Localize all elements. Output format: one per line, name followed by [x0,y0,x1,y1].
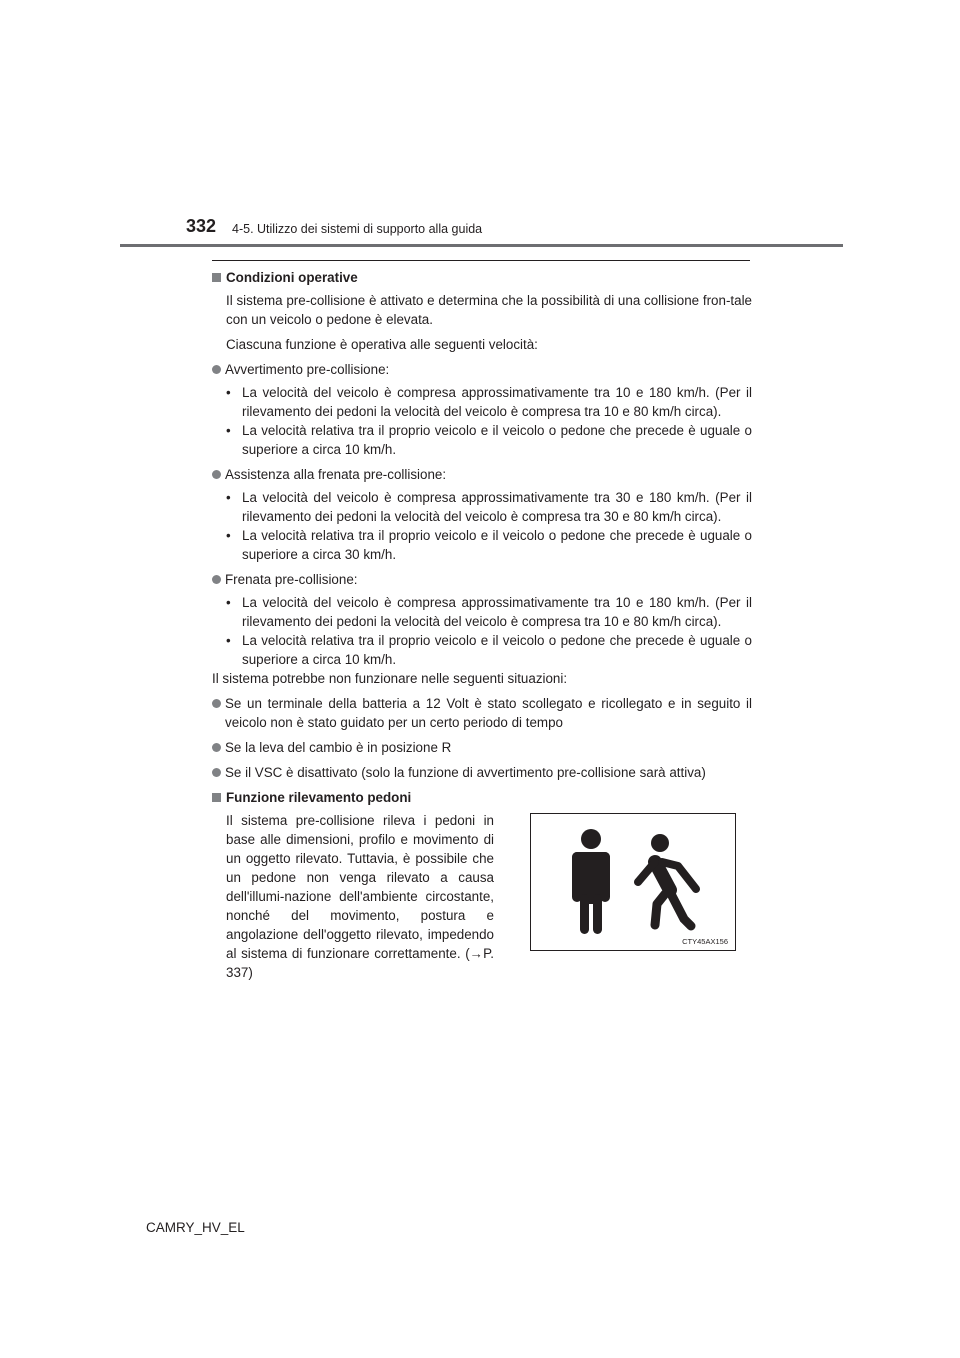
situation-text: Se la leva del cambio è in posizione R [225,740,452,755]
square-bullet-icon [212,273,221,282]
section-title: 4-5. Utilizzo dei sistemi di supporto alla guida [232,222,483,236]
bullet-text: La velocità del veicolo è compresa approssimativamente tra 30 e 180 km/h. (Per il rilevamento dei pedoni la velocità del veicolo è compresa tra 30 e 80 km/h circa). [242,490,752,524]
operating-heading [212,268,752,287]
sub-rule [212,260,750,261]
bullet-text: La velocità del veicolo è compresa approssimativamente tra 10 e 180 km/h. (Per il rilevamento dei pedoni la velocità del veicolo è compresa tra 10 e 80 km/h circa). [242,595,752,629]
function-bullets [226,383,752,459]
operating-body [212,291,752,354]
bullet-item [226,526,752,564]
situation-text: Se il VSC è disattivato (solo la funzione di avvertimento pre-collisione sarà attiva) [225,765,706,780]
square-bullet-icon [212,793,221,802]
circle-bullet-icon [212,743,221,752]
bullet-text: La velocità del veicolo è compresa approssimativamente tra 10 e 180 km/h. (Per il rilevamento dei pedoni la velocità del veicolo è compresa tra 10 e 80 km/h circa). [242,385,752,419]
bullet-item [226,421,752,459]
circle-bullet-icon [212,575,221,584]
pedestrian-illustration [531,814,735,950]
page-number: 332 [186,216,217,236]
dot-icon: • [226,595,231,610]
function-item [212,570,752,589]
dot-icon: • [226,490,231,505]
situation-item [212,738,752,757]
bullet-text: La velocità relativa tra il proprio veicolo e il veicolo o pedone che precede è uguale o superiore a circa 30 km/h. [242,528,752,562]
bullet-text: La velocità relativa tra il proprio veicolo e il veicolo o pedone che precede è uguale o superiore a circa 10 km/h. [242,423,752,457]
bullet-item [226,383,752,421]
function-item [212,360,752,379]
main-content [212,266,752,982]
speeds-intro: Ciascuna funzione è operativa alle seguenti velocità: [226,337,538,352]
function-bullets [226,488,752,564]
dot-icon: • [226,633,231,648]
function-name: Frenata pre-collisione: [225,572,358,587]
circle-bullet-icon [212,365,221,374]
dot-icon: • [226,423,231,438]
circle-bullet-icon [212,470,221,479]
pedestrian-figure [530,813,736,951]
pedestrian-heading [212,788,752,807]
operating-title: Condizioni operative [226,270,358,285]
pedestrian-title: Funzione rilevamento pedoni [226,790,412,805]
figure-code: CTY45AX156 [682,937,728,946]
walking-person-icon [638,834,696,926]
dot-icon: • [226,385,231,400]
bullet-item [226,593,752,631]
situation-text: Se un terminale della batteria a 12 Volt è stato scollegato e ricollegato e in seguito il veicolo non è stato guidato per un certo periodo di tempo [225,696,752,730]
dot-icon: • [226,528,231,543]
footer-model: CAMRY_HV_EL [146,1220,245,1235]
circle-bullet-icon [212,699,221,708]
situation-item [212,694,752,732]
bullet-item [226,631,752,669]
function-name: Avvertimento pre-collisione: [225,362,390,377]
operating-intro: Il sistema pre-collisione è attivato e determina che la possibilità di una collisione fron-tale con un veicolo o pedone è elevata. [226,293,752,327]
situation-item [212,763,752,782]
function-item [212,465,752,484]
not-working-intro: Il sistema potrebbe non funzionare nelle seguenti situazioni: [212,671,568,686]
standing-person-icon [572,829,610,934]
header-rule [120,244,843,247]
bullet-text: La velocità relativa tra il proprio veicolo e il veicolo o pedone che precede è uguale o superiore a circa 10 km/h. [242,633,752,667]
function-bullets [226,593,752,669]
pedestrian-section [212,811,752,982]
circle-bullet-icon [212,768,221,777]
function-name: Assistenza alla frenata pre-collisione: [225,467,447,482]
bullet-item [226,488,752,526]
pedestrian-text: Il sistema pre-collisione rileva i pedoni in base alle dimensioni, profilo e movimento di un oggetto rilevato. Tuttavia, è possibile che un pedone non venga rilevato a causa dell'illumi-nazione dell'ambiente circostante, nonché del movimento, postura e angolazione dell'oggetto rilevato, impedendo al sistema di funzionare correttamente. (→P. 337) [226,813,494,980]
